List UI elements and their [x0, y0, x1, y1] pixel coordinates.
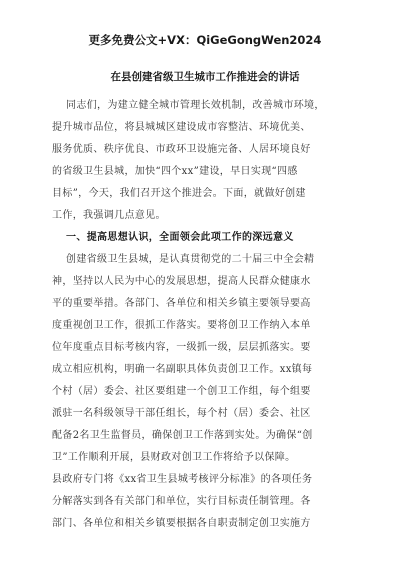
document-title: 在县创建省级卫生城市工作推进会的讲话 [110, 71, 300, 83]
paragraph-line: 个村（居）委会、社区要组建一个创卫工作组，每个组要 [52, 386, 311, 397]
paragraph-line: 的省级卫生县城，加快“四个xx”建设，早日实现“四感 [52, 166, 298, 177]
paragraph-line: 县政府专门将《xx省卫生县城考核评分标准》的各项任务 [52, 474, 313, 485]
paragraph-line: 配备2名卫生监督员，确保创卫工作落到实处。为确保“创 [52, 430, 313, 441]
paragraph-line: 平的重要举措。各部门、各单位和相关乡镇主要领导要高 [52, 298, 311, 309]
paragraph-line: 神，坚持以人民为中心的发展思想，提高人民群众健康水 [52, 276, 311, 287]
paragraph-line: 成立相应机构，明确一名副职具体负责创卫工作。xx镇每 [52, 364, 313, 375]
paragraph-line: 同志们，为建立健全城市管理长效机制，改善城市环境， [66, 100, 325, 111]
paragraph-line: 位年度重点目标考核内容，一级抓一级，层层抓落实。要 [52, 342, 311, 353]
paragraph-line: 派驻一名科级领导干部任组长，每个村（居）委会、社区 [52, 408, 311, 419]
paragraph-line: 工作，我强调几点意见。 [52, 210, 166, 221]
paragraph-line: 部门、各单位和相关乡镇要根据各自职责制定创卫实施方 [52, 518, 311, 529]
paragraph-line: 分解落实到各有关部门和单位，实行目标责任制管理。各 [52, 496, 311, 507]
paragraph-line: 目标”，今天，我们召开这个推进会。下面，就做好创建 [52, 188, 306, 199]
paragraph-line: 创建省级卫生县城，是认真贯彻党的二十届三中全会精 [66, 254, 315, 265]
paragraph-line: 度重视创卫工作，很抓工作落实。要将创卫工作纳入本单 [52, 320, 311, 331]
paragraph-line: 提升城市品位，将县城城区建设成市容整洁、环境优美、 [52, 122, 311, 133]
section-heading: 一、提高思想认识，全面领会此项工作的深远意义 [66, 232, 294, 243]
watermark-header: 更多免费公文+VX：QiGeGongWen2024 [88, 33, 322, 47]
paragraph-line: 卫”工作顺利开展，县财政对创卫工作将给予以保障。 [52, 452, 296, 463]
paragraph-line: 服务优质、秩序优良、市政环卫设施完备、人居环境良好 [52, 144, 311, 155]
